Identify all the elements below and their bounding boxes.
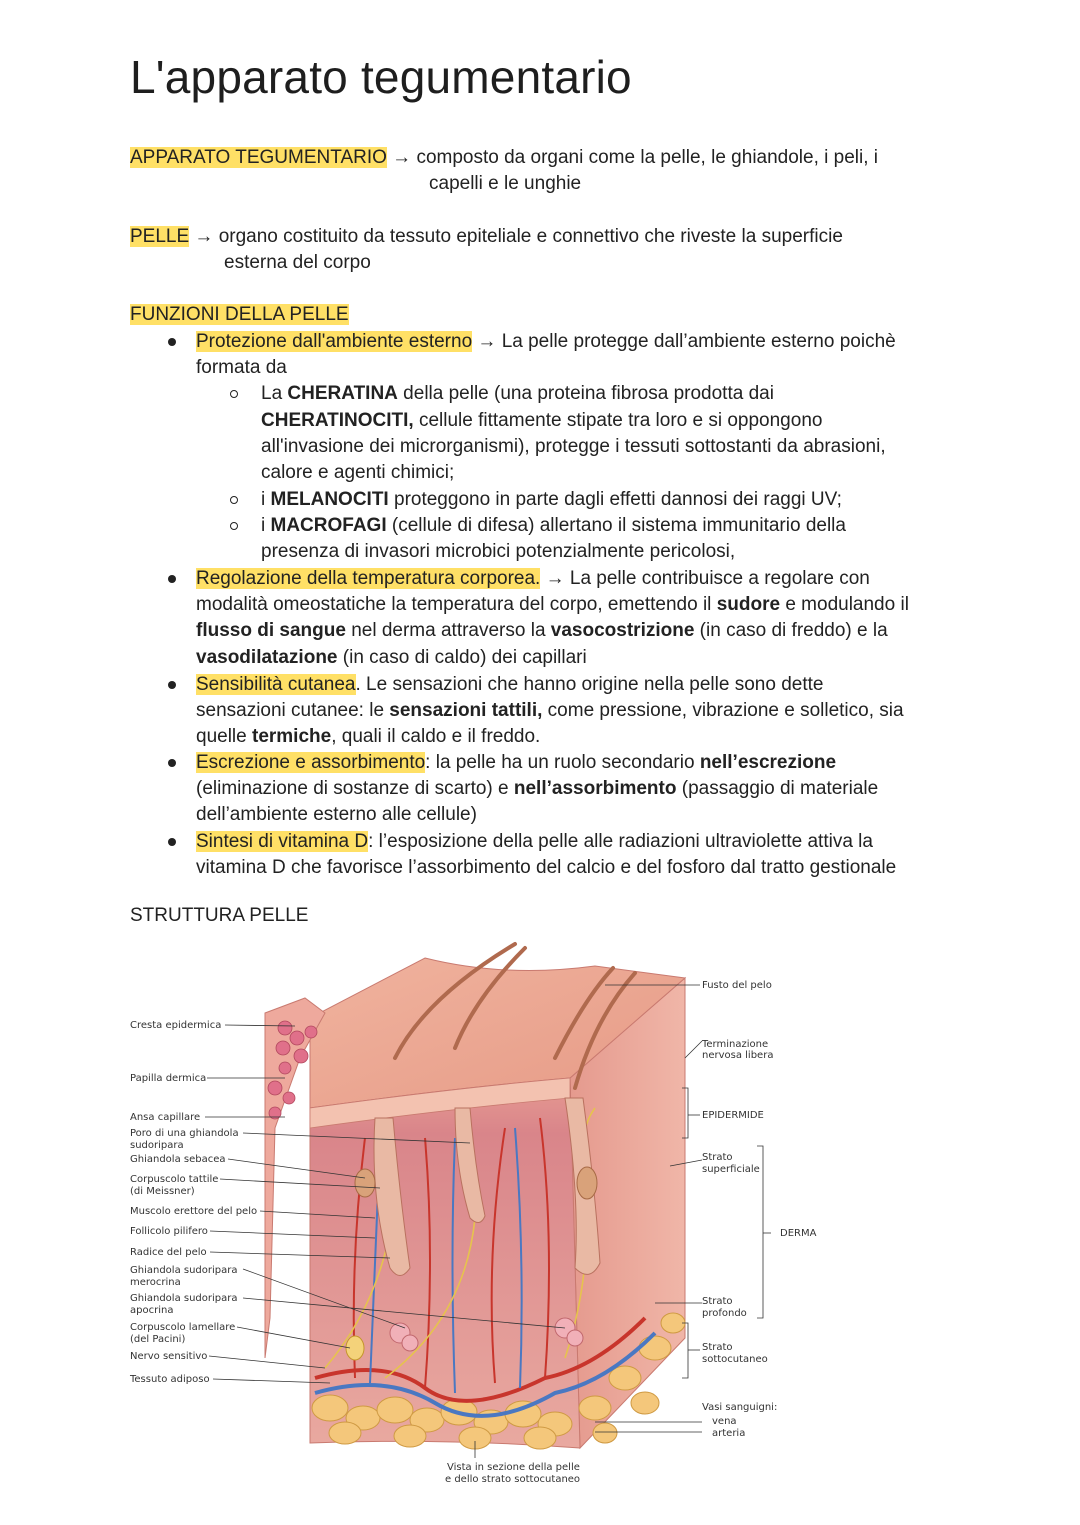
label-terminazione-2: nervosa libera <box>702 1050 774 1061</box>
label-corpuscolo-lamellare: Corpuscolo lamellare <box>130 1322 236 1333</box>
protezione-line-1: Protezione dall'ambiente esterno → La pelle protegge dall’ambiente esterno poichè <box>196 331 896 352</box>
protezione-line-2: formata da <box>196 357 287 378</box>
label-muscolo-erettore: Muscolo erettore del pelo <box>130 1206 258 1217</box>
label-derma: DERMA <box>780 1228 817 1239</box>
label-papilla-dermica: Papilla dermica <box>130 1073 207 1084</box>
bullet-icon <box>168 759 176 767</box>
macrofagi-line-2: presenza di invasori microbici potenzialmente pericolosi, <box>261 541 736 562</box>
dermis-front-face <box>310 1078 580 1448</box>
escrezione-line-1: Escrezione e assorbimento: la pelle ha un ruolo secondario nell’escrezione <box>196 752 837 773</box>
bullet-icon <box>168 681 176 689</box>
cheratina-line-4: calore e agenti chimici; <box>261 462 455 483</box>
pelle-text: → organo costituito da tessuto epiteliale e connettivo che riveste la superficie <box>189 226 843 247</box>
escrezione-line-2: (eliminazione di sostanze di scarto) e nell’assorbimento (passaggio di materiale <box>196 778 879 799</box>
label-poro-ghiandola: Poro di una ghiandola <box>130 1128 239 1139</box>
sub-bullet-icon <box>230 390 238 398</box>
label-strato-profondo: Strato <box>702 1296 733 1307</box>
regolazione-line-3: flusso di sangue nel derma attraverso la vasocostrizione (in caso di freddo) e la <box>196 620 888 641</box>
vitamina-line-1: Sintesi di vitamina D: l’esposizione della pelle alle radiazioni ultraviolette attiva la <box>196 831 873 852</box>
apparato-continuation: capelli e le unghie <box>429 173 582 194</box>
apparato-term: APPARATO TEGUMENTARIO <box>130 147 387 168</box>
label-poro-ghiandola-2: sudoripara <box>130 1140 184 1151</box>
label-follicolo-pilifero: Follicolo pilifero <box>130 1226 208 1237</box>
label-cresta-epidermica: Cresta epidermica <box>130 1020 222 1031</box>
apparato-definition <box>130 145 878 171</box>
pelle-definition <box>130 224 843 250</box>
cheratina-line-3: all'invasione dei microrganismi), protegge i tessuti sottostanti da abrasioni, <box>261 436 886 457</box>
macrofagi-line-1: i MACROFAGI (cellule di difesa) allertano il sistema immunitario della <box>261 515 846 536</box>
figure-caption-line-2: e dello strato sottocutaneo <box>445 1474 581 1485</box>
regolazione-line-2: modalità omeostatiche la temperatura del corpo, emettendo il sudore e modulando il <box>196 594 909 615</box>
skin-cross-section-diagram <box>125 938 825 1493</box>
label-strato-sottocutaneo: Strato <box>702 1342 733 1353</box>
regolazione-line-1: Regolazione della temperatura corporea. → La pelle contribuisce a regolare con <box>196 568 870 589</box>
label-vasi-sanguigni: Vasi sanguigni: <box>702 1402 778 1413</box>
label-corpuscolo-lamellare-2: (del Pacini) <box>130 1334 186 1345</box>
bullet-icon <box>168 838 176 846</box>
label-epidermide: EPIDERMIDE <box>702 1110 764 1121</box>
pelle-term: PELLE <box>130 226 190 247</box>
label-ghiandola-merocrina-2: merocrina <box>130 1277 181 1288</box>
label-strato-superficiale: Strato <box>702 1152 733 1163</box>
regolazione-line-4: vasodilatazione (in caso di caldo) dei capillari <box>196 647 587 668</box>
sensibilita-line-3: quelle termiche, quali il caldo e il freddo. <box>196 726 541 747</box>
sub-bullet-icon <box>230 522 238 530</box>
bullet-icon <box>168 575 176 583</box>
label-nervo-sensitivo: Nervo sensitivo <box>130 1351 208 1362</box>
bullet-icon <box>168 338 176 346</box>
label-strato-profondo-2: profondo <box>702 1308 747 1319</box>
label-ghiandola-merocrina: Ghiandola sudoripara <box>130 1265 238 1276</box>
apparato-text: → composto da organi come la pelle, le ghiandole, i peli, i <box>386 147 879 168</box>
label-arteria: arteria <box>712 1428 746 1439</box>
label-radice-pelo: Radice del pelo <box>130 1247 207 1258</box>
sub-bullet-icon <box>230 496 238 504</box>
cheratina-line-1: La CHERATINA della pelle (una proteina fibrosa prodotta dai <box>261 383 774 404</box>
escrezione-line-3: dell’ambiente esterno alle cellule) <box>196 804 477 825</box>
cheratina-line-2: CHERATINOCITI, cellule fittamente stipate tra loro e si oppongono <box>261 410 823 431</box>
page-title: L'apparato tegumentario <box>130 51 632 103</box>
label-strato-sottocutaneo-2: sottocutaneo <box>702 1354 768 1365</box>
label-corpuscolo-tattile-2: (di Meissner) <box>130 1186 195 1197</box>
melanociti-line: i MELANOCITI proteggono in parte dagli effetti dannosi dei raggi UV; <box>261 489 842 510</box>
label-strato-superficiale-2: superficiale <box>702 1164 760 1175</box>
label-ghiandola-apocrina: Ghiandola sudoripara <box>130 1293 238 1304</box>
label-terminazione: Terminazione <box>702 1039 769 1050</box>
struttura-heading: STRUTTURA PELLE <box>130 905 309 926</box>
pelle-continuation: esterna del corpo <box>224 252 371 273</box>
vitamina-line-2: vitamina D che favorisce l’assorbimento del calcio e del fosforo dal tratto gestionale <box>196 857 897 878</box>
sensibilita-line-1: Sensibilità cutanea. Le sensazioni che hanno origine nella pelle sono dette <box>196 674 824 695</box>
label-fusto-pelo: Fusto del pelo <box>702 980 772 991</box>
sensibilita-line-2: sensazioni cutanee: le sensazioni tattili, come pressione, vibrazione e solletico, sia <box>196 700 904 721</box>
label-corpuscolo-tattile: Corpuscolo tattile <box>130 1174 219 1185</box>
figure-caption-line-1: Vista in sezione della pelle <box>447 1462 580 1473</box>
funzioni-heading: FUNZIONI DELLA PELLE <box>130 304 349 325</box>
label-vena: vena <box>712 1416 737 1427</box>
label-ghiandola-apocrina-2: apocrina <box>130 1305 174 1316</box>
label-ansa-capillare: Ansa capillare <box>130 1112 201 1123</box>
label-tessuto-adiposo: Tessuto adiposo <box>130 1374 210 1385</box>
label-ghiandola-sebacea: Ghiandola sebacea <box>130 1154 226 1165</box>
